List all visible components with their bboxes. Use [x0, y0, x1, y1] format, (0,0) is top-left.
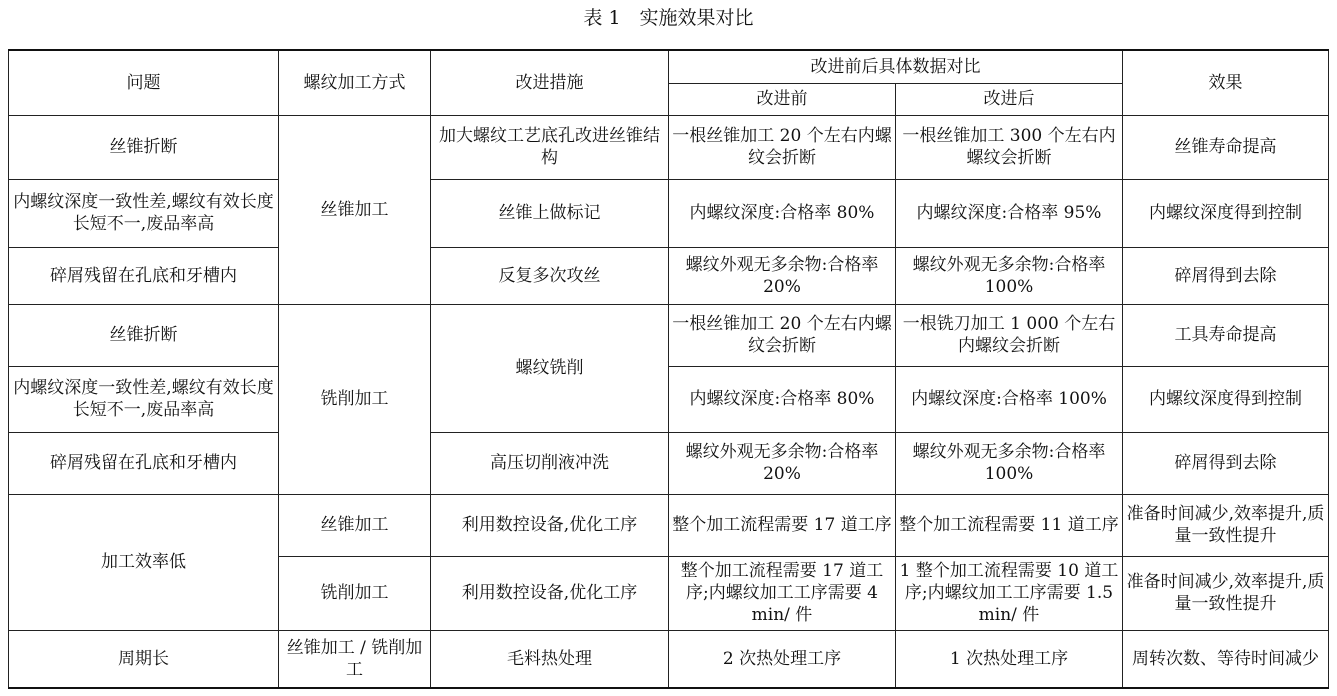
cell-problem: 内螺纹深度一致性差,螺纹有效长度长短不一,废品率高 — [9, 366, 279, 432]
cell-measure: 加大螺纹工艺底孔改进丝锥结构 — [431, 115, 669, 179]
header-compare: 改进前后具体数据对比 — [669, 50, 1123, 83]
table-row — [9, 630, 1329, 688]
header-row — [9, 50, 1329, 83]
cell-effect: 准备时间减少,效率提升,质量一致性提升 — [1123, 494, 1329, 556]
comparison-table — [8, 49, 1329, 689]
cell-before: 螺纹外观无多余物:合格率 20% — [669, 432, 896, 494]
cell-problem: 丝锥折断 — [9, 304, 279, 366]
table-row — [9, 179, 1329, 247]
cell-effect: 内螺纹深度得到控制 — [1123, 366, 1329, 432]
cell-before: 2 次热处理工序 — [669, 630, 896, 688]
header-method: 螺纹加工方式 — [279, 50, 431, 115]
cell-method: 丝锥加工 — [279, 494, 431, 556]
table-row — [9, 494, 1329, 556]
cell-measure: 高压切削液冲洗 — [431, 432, 669, 494]
cell-effect: 碎屑得到去除 — [1123, 247, 1329, 304]
cell-after: 内螺纹深度:合格率 100% — [896, 366, 1123, 432]
header-after: 改进后 — [896, 83, 1123, 115]
cell-measure: 反复多次攻丝 — [431, 247, 669, 304]
cell-effect: 碎屑得到去除 — [1123, 432, 1329, 494]
cell-before: 整个加工流程需要 17 道工序;内螺纹加工工序需要 4 min/ 件 — [669, 556, 896, 630]
cell-problem: 丝锥折断 — [9, 115, 279, 179]
cell-after: 一根铣刀加工 1 000 个左右内螺纹会折断 — [896, 304, 1123, 366]
cell-problem: 碎屑残留在孔底和牙槽内 — [9, 247, 279, 304]
cell-before: 一根丝锥加工 20 个左右内螺纹会折断 — [669, 115, 896, 179]
cell-measure: 利用数控设备,优化工序 — [431, 556, 669, 630]
table-row — [9, 366, 1329, 432]
cell-after: 1 次热处理工序 — [896, 630, 1123, 688]
cell-before: 整个加工流程需要 17 道工序 — [669, 494, 896, 556]
cell-effect: 准备时间减少,效率提升,质量一致性提升 — [1123, 556, 1329, 630]
header-before: 改进前 — [669, 83, 896, 115]
cell-effect: 内螺纹深度得到控制 — [1123, 179, 1329, 247]
cell-problem: 加工效率低 — [9, 494, 279, 630]
table-caption: 表 1 实施效果对比 — [583, 7, 754, 29]
table-row — [9, 432, 1329, 494]
cell-method: 丝锥加工 / 铣削加工 — [279, 630, 431, 688]
header-effect: 效果 — [1123, 50, 1329, 115]
cell-after: 螺纹外观无多余物:合格率 100% — [896, 432, 1123, 494]
cell-after: 一根丝锥加工 300 个左右内螺纹会折断 — [896, 115, 1123, 179]
cell-measure: 螺纹铣削 — [431, 304, 669, 432]
cell-effect: 周转次数、等待时间减少 — [1123, 630, 1329, 688]
cell-after: 1 整个加工流程需要 10 道工序;内螺纹加工工序需要 1.5 min/ 件 — [896, 556, 1123, 630]
cell-before: 内螺纹深度:合格率 80% — [669, 179, 896, 247]
table-row — [9, 304, 1329, 366]
cell-before: 内螺纹深度:合格率 80% — [669, 366, 896, 432]
cell-method: 丝锥加工 — [279, 115, 431, 304]
cell-after: 内螺纹深度:合格率 95% — [896, 179, 1123, 247]
cell-measure: 毛料热处理 — [431, 630, 669, 688]
cell-effect: 丝锥寿命提高 — [1123, 115, 1329, 179]
cell-problem: 周期长 — [9, 630, 279, 688]
cell-effect: 工具寿命提高 — [1123, 304, 1329, 366]
cell-method: 铣削加工 — [279, 556, 431, 630]
table-row — [9, 247, 1329, 304]
cell-before: 螺纹外观无多余物:合格率 20% — [669, 247, 896, 304]
header-problem: 问题 — [9, 50, 279, 115]
cell-before: 一根丝锥加工 20 个左右内螺纹会折断 — [669, 304, 896, 366]
cell-after: 螺纹外观无多余物:合格率 100% — [896, 247, 1123, 304]
table-row — [9, 115, 1329, 179]
cell-measure: 丝锥上做标记 — [431, 179, 669, 247]
header-measure: 改进措施 — [431, 50, 669, 115]
cell-problem: 碎屑残留在孔底和牙槽内 — [9, 432, 279, 494]
cell-problem: 内螺纹深度一致性差,螺纹有效长度长短不一,废品率高 — [9, 179, 279, 247]
cell-after: 整个加工流程需要 11 道工序 — [896, 494, 1123, 556]
cell-method: 铣削加工 — [279, 304, 431, 494]
cell-measure: 利用数控设备,优化工序 — [431, 494, 669, 556]
